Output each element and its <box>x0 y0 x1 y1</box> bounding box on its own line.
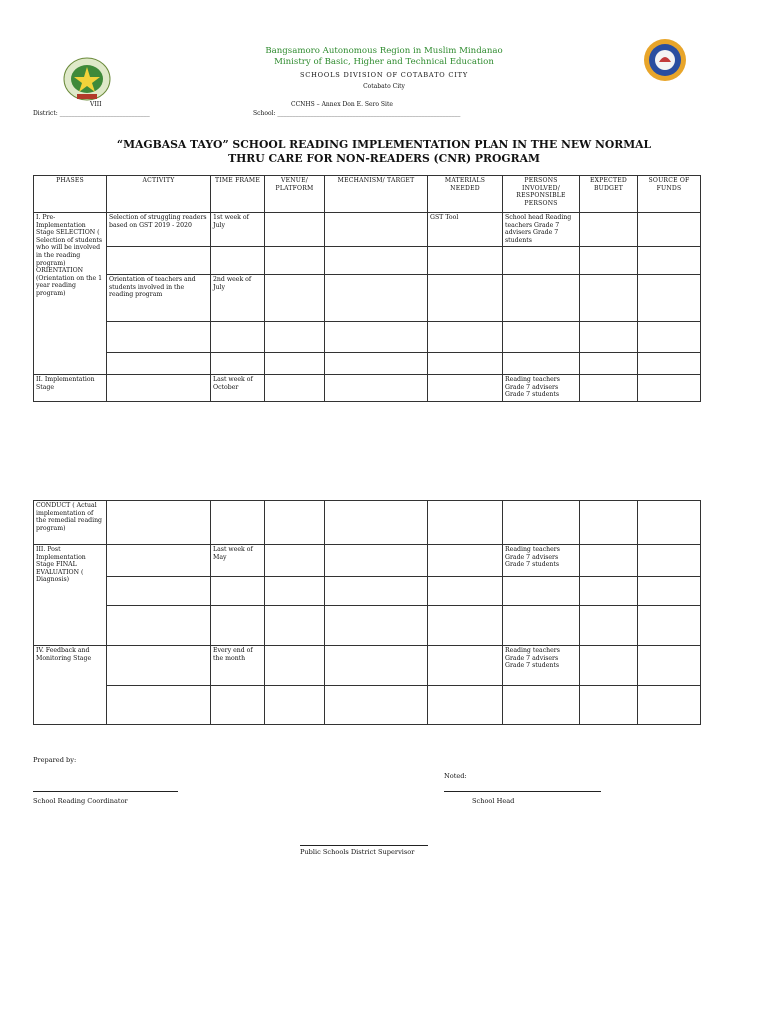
budget-cell[interactable] <box>580 606 638 646</box>
table-header-row <box>34 176 701 213</box>
budget-cell[interactable] <box>580 213 638 247</box>
mechanism-cell[interactable] <box>325 275 428 322</box>
mechanism-cell[interactable] <box>325 646 428 686</box>
venue-cell[interactable] <box>265 646 325 686</box>
phase-feedback-monitoring: IV. Feedback and Monitoring Stage <box>34 646 107 725</box>
table-row <box>34 577 701 606</box>
mechanism-cell[interactable] <box>325 247 428 275</box>
funds-cell[interactable] <box>638 275 701 322</box>
coordinator-title: School Reading Coordinator <box>33 797 128 805</box>
school-line: CCNHS – Annex Don E. Sero Site <box>291 101 393 108</box>
materials-cell[interactable] <box>428 275 503 322</box>
activity-cell[interactable] <box>107 545 211 577</box>
school-field[interactable]: School: _____________________________________________________________ <box>253 110 461 117</box>
activity-cell[interactable] <box>107 375 211 402</box>
activity-cell[interactable]: Selection of struggling readers based on GST 2019 - 2020 <box>107 213 211 247</box>
funds-cell[interactable] <box>638 686 701 725</box>
time-frame-cell[interactable]: Every end of the month <box>211 646 265 686</box>
activity-cell[interactable] <box>107 577 211 606</box>
persons-cell[interactable] <box>503 606 580 646</box>
division-name: SCHOOLS DIVISION OF COTABATO CITY <box>299 71 469 79</box>
activity-cell[interactable] <box>107 247 211 275</box>
mechanism-cell[interactable] <box>325 577 428 606</box>
persons-cell[interactable] <box>503 353 580 375</box>
funds-cell[interactable] <box>638 322 701 353</box>
materials-cell[interactable] <box>428 353 503 375</box>
time-frame-cell[interactable] <box>211 247 265 275</box>
venue-cell[interactable] <box>265 545 325 577</box>
plan-title-line2: THRU CARE FOR NON-READERS (CNR) PROGRAM <box>228 152 540 165</box>
persons-cell[interactable] <box>503 247 580 275</box>
time-frame-cell[interactable] <box>211 577 265 606</box>
materials-cell[interactable] <box>428 577 503 606</box>
table-row <box>34 353 701 375</box>
head-signature-line[interactable] <box>444 791 601 792</box>
funds-cell[interactable] <box>638 501 701 545</box>
mechanism-cell[interactable] <box>325 501 428 545</box>
activity-cell[interactable]: Orientation of teachers and students involved in the reading program <box>107 275 211 322</box>
budget-cell[interactable] <box>580 686 638 725</box>
col-header-venue: VENUE/ PLATFORM <box>265 176 325 213</box>
table-row <box>34 247 701 275</box>
region-code: VIII <box>90 101 102 108</box>
funds-cell[interactable] <box>638 213 701 247</box>
activity-cell[interactable] <box>107 501 211 545</box>
budget-cell[interactable] <box>580 501 638 545</box>
mechanism-cell[interactable] <box>325 322 428 353</box>
persons-cell[interactable]: Reading teachers Grade 7 advisers Grade 7 students <box>503 646 580 686</box>
implementation-plan-table-continued <box>33 500 701 725</box>
table-row <box>34 322 701 353</box>
col-header-persons: PERSONS INVOLVED/ RESPONSIBLE PERSONS <box>503 176 580 213</box>
implementation-plan-table <box>33 175 701 402</box>
materials-cell[interactable] <box>428 646 503 686</box>
phase-conduct: CONDUCT ( Actual implementation of the remedial reading program) <box>34 501 107 545</box>
budget-cell[interactable] <box>580 545 638 577</box>
venue-cell[interactable] <box>265 686 325 725</box>
budget-cell[interactable] <box>580 247 638 275</box>
col-header-time-frame: TIME FRAME <box>211 176 265 213</box>
table-row <box>34 375 701 402</box>
venue-cell[interactable] <box>265 577 325 606</box>
city-name: Cotabato City <box>363 83 405 90</box>
time-frame-cell[interactable]: Last week of October <box>211 375 265 402</box>
noted-label: Noted: <box>444 772 467 780</box>
col-header-activity: ACTIVITY <box>107 176 211 213</box>
time-frame-cell[interactable]: 1st week of July <box>211 213 265 247</box>
mechanism-cell[interactable] <box>325 686 428 725</box>
time-frame-cell[interactable] <box>211 606 265 646</box>
col-header-materials: MATERIALS NEEDED <box>428 176 503 213</box>
coordinator-signature-line[interactable] <box>33 791 178 792</box>
region-name: Bangsamoro Autonomous Region in Muslim Mindanao <box>265 46 503 56</box>
time-frame-cell[interactable]: 2nd week of July <box>211 275 265 322</box>
mechanism-cell[interactable] <box>325 353 428 375</box>
funds-cell[interactable] <box>638 646 701 686</box>
phase-implementation: II. Implementation Stage <box>34 375 107 402</box>
time-frame-cell[interactable] <box>211 353 265 375</box>
mechanism-cell[interactable] <box>325 375 428 402</box>
venue-cell[interactable] <box>265 375 325 402</box>
persons-cell[interactable]: Reading teachers Grade 7 advisers Grade 7 students <box>503 545 580 577</box>
budget-cell[interactable] <box>580 577 638 606</box>
activity-cell[interactable] <box>107 606 211 646</box>
materials-cell[interactable] <box>428 322 503 353</box>
phase-post-implementation: III. Post Implementation Stage FINAL EVALUATION ( Diagnosis) <box>34 545 107 646</box>
col-header-mechanism: MECHANISM/ TARGET <box>325 176 428 213</box>
mechanism-cell[interactable] <box>325 213 428 247</box>
activity-cell[interactable] <box>107 686 211 725</box>
persons-cell[interactable] <box>503 322 580 353</box>
funds-cell[interactable] <box>638 353 701 375</box>
budget-cell[interactable] <box>580 353 638 375</box>
table-row <box>34 501 701 545</box>
persons-cell[interactable]: School head Reading teachers Grade 7 advisers Grade 7 students <box>503 213 580 247</box>
time-frame-cell[interactable] <box>211 322 265 353</box>
venue-cell[interactable] <box>265 353 325 375</box>
school-head-title: School Head <box>472 797 515 805</box>
supervisor-signature-line[interactable] <box>300 845 428 846</box>
plan-title-line1: “MAGBASA TAYO” SCHOOL READING IMPLEMENTATION PLAN IN THE NEW NORMAL <box>116 138 652 151</box>
budget-cell[interactable] <box>580 322 638 353</box>
col-header-funds: SOURCE OF FUNDS <box>638 176 701 213</box>
budget-cell[interactable] <box>580 646 638 686</box>
col-header-budget: EXPECTED BUDGET <box>580 176 638 213</box>
materials-cell[interactable] <box>428 686 503 725</box>
table-row <box>34 275 701 322</box>
activity-cell[interactable] <box>107 322 211 353</box>
persons-cell[interactable] <box>503 501 580 545</box>
venue-cell[interactable] <box>265 606 325 646</box>
materials-cell[interactable] <box>428 606 503 646</box>
activity-cell[interactable] <box>107 353 211 375</box>
table-row <box>34 646 701 686</box>
table-row <box>34 686 701 725</box>
prepared-by-label: Prepared by: <box>33 756 77 764</box>
materials-cell[interactable] <box>428 375 503 402</box>
materials-cell[interactable] <box>428 545 503 577</box>
funds-cell[interactable] <box>638 545 701 577</box>
materials-cell[interactable]: GST Tool <box>428 213 503 247</box>
supervisor-title: Public Schools District Supervisor <box>300 848 415 856</box>
venue-cell[interactable] <box>265 501 325 545</box>
venue-cell[interactable] <box>265 322 325 353</box>
venue-cell[interactable] <box>265 247 325 275</box>
persons-cell[interactable] <box>503 577 580 606</box>
budget-cell[interactable] <box>580 375 638 402</box>
materials-cell[interactable] <box>428 501 503 545</box>
time-frame-cell[interactable] <box>211 686 265 725</box>
funds-cell[interactable] <box>638 247 701 275</box>
funds-cell[interactable] <box>638 606 701 646</box>
funds-cell[interactable] <box>638 577 701 606</box>
ministry-name: Ministry of Basic, Higher and Technical Education <box>274 57 494 67</box>
time-frame-cell[interactable] <box>211 501 265 545</box>
persons-cell[interactable] <box>503 275 580 322</box>
table-row <box>34 213 701 247</box>
table-row <box>34 606 701 646</box>
funds-cell[interactable] <box>638 375 701 402</box>
persons-cell[interactable] <box>503 686 580 725</box>
venue-cell[interactable] <box>265 213 325 247</box>
persons-cell[interactable]: Reading teachers Grade 7 advisers Grade 7 students <box>503 375 580 402</box>
mechanism-cell[interactable] <box>325 606 428 646</box>
mechanism-cell[interactable] <box>325 545 428 577</box>
col-header-phases: PHASES <box>34 176 107 213</box>
budget-cell[interactable] <box>580 275 638 322</box>
activity-cell[interactable] <box>107 646 211 686</box>
phase-pre-implementation: I. Pre-Implementation Stage SELECTION ( Selection of students who will be involved in the reading program) ORIENTATION (Orientation on the 1 year reading program) <box>34 213 107 375</box>
venue-cell[interactable] <box>265 275 325 322</box>
materials-cell[interactable] <box>428 247 503 275</box>
time-frame-cell[interactable]: Last week of May <box>211 545 265 577</box>
table-row <box>34 545 701 577</box>
district-field[interactable]: District: ______________________________ <box>33 110 150 117</box>
